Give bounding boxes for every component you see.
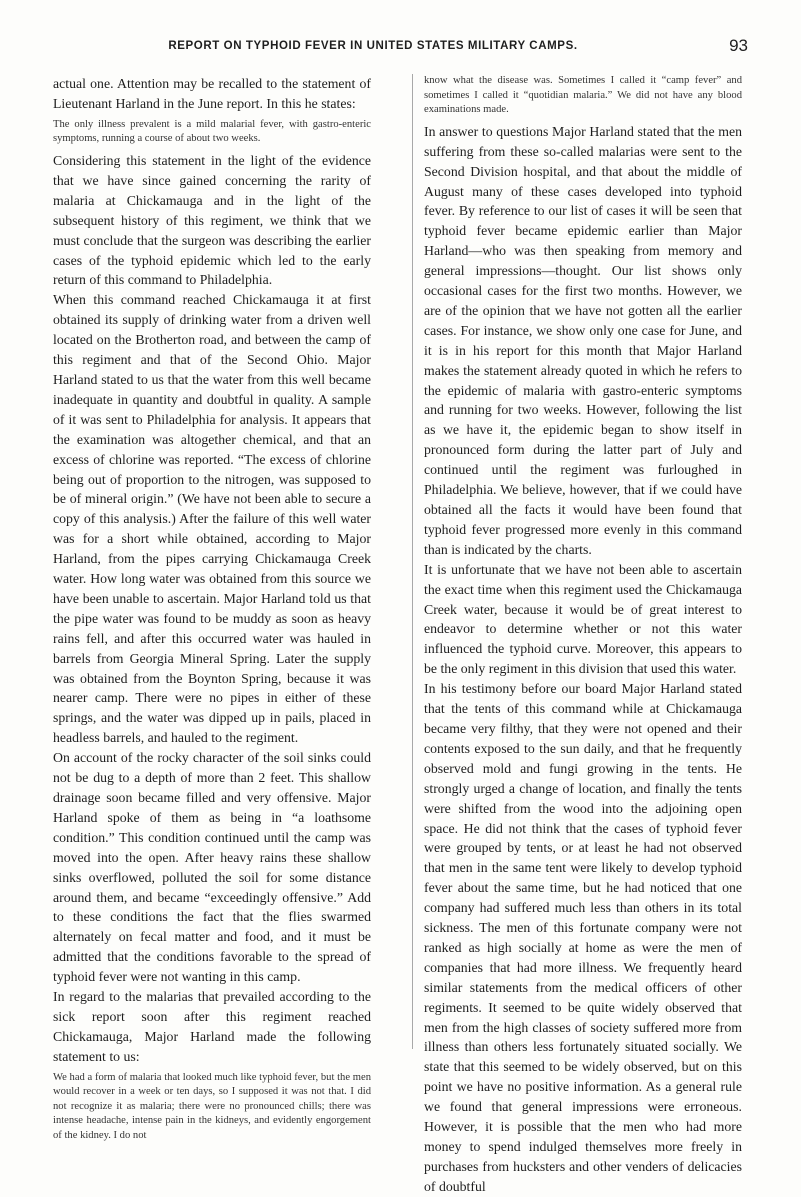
column-divider xyxy=(412,74,413,1049)
left-column xyxy=(53,74,371,1142)
paragraph: In answer to questions Major Harland stated that the men suffering from these so-called malarias were sent to the Second Division hospital, and that about the middle of August many of these cases developed into typhoid fever. By reference to our list of cases it will be seen that typhoid fever became epidemic earlier than Major Harland—who was then speaking from memory and general impressions—thought. Our list shows only occasional cases for the first two months. However, we are of the opinion that we have not gotten all the earlier cases. For instance, we show only one case for June, and it is in his report for this month that Major Harland makes the statement already quoted in which he refers to the epidemic of malaria with gastro-enteric symptoms and running for two weeks. However, following the list as we have it, the epidemic began to show itself in pronounced form during the latter part of July and continued until the regiment was furloughed in Philadelphia. We believe, however, that if we could have obtained all the facts it would have been found that typhoid fever progressed more evenly in this command than is indicated by the charts. xyxy=(424,123,742,557)
block-quote: know what the disease was. Sometimes I called it “camp fever” and sometimes I called it “quotidian malaria.” We did not have any blood examinations made. xyxy=(424,75,742,116)
paragraph: It is unfortunate that we have not been able to ascertain the exact time when this regiment used the Chickamauga Creek water, because it would be of great interest to endeavor to determine whether or not this water influenced the typhoid curve. Moreover, this appears to be the only regiment in this division that used this water. xyxy=(424,561,742,677)
right-column xyxy=(424,74,742,1194)
paragraph: In regard to the malarias that prevailed according to the sick report soon after this regiment reached Chickamauga, Major Harland made the following statement to us: xyxy=(53,989,371,1064)
paragraph: In his testimony before our board Major Harland stated that the tents of this command while at Chickamauga became very filthy, that they were not opened and their contents exposed to the sun daily, and that he frequently observed mold and fungi growing in the tents. He strongly urged a change of location, and finally the tents were shifted from the wood into the adjoining open space. He did not think that the cases of typhoid fever were grouped by tents, or at least he had not observed that men in the same tent were likely to develop typhoid fever about the same time, but he had noticed that one company had suffered much less than others in its total sickness. The men of this fortunate company were not ranked as high socially at home as were the men of companies that had more illness. We frequently heard similar statements from the medical officers of other regiments. It seemed to be quite widely observed that men from the high classes of society suffered more from illness than others less fortunately situated socially. We state that this seemed to be widely observed, but on this point we have no positive information. As a general rule we found that general impressions were erroneous. However, it is possible that the men who had more money to spend indulged themselves more freely in purchases from hucksters and other venders of delicacies of doubtful xyxy=(424,681,742,1194)
paragraph: On account of the rocky character of the soil sinks could not be dug to a depth of more than 2 feet. This shallow drainage soon became filled and very offensive. Major Harland spoke of them as being in “a loathsome condition.” This condition continued until the camp was moved into the open. After heavy rains these shallow sinks overflowed, polluted the soil for some distance around them, and became “exceedingly offensive.” Add to these conditions the fact that the flies swarmed alternately on fecal matter and food, and it must be admitted that the conditions favorable to the spread of typhoid fever were not wanting in this camp. xyxy=(53,750,371,985)
page-number: 93 xyxy=(729,36,748,55)
page-header xyxy=(88,36,748,60)
block-quote: We had a form of malaria that looked much like typhoid fever, but the men would recover in a week or ten days, so I supposed it was not that. I did not recognize it as malaria; there were no pronounced chills; there was intense headache, intense pain in the kidneys, and evidently engorgement of the kidney. I do not xyxy=(53,1071,371,1142)
running-head: REPORT ON TYPHOID FEVER IN UNITED STATES MILITARY CAMPS. xyxy=(168,40,578,52)
paragraph: actual one. Attention may be recalled to the statement of Lieutenant Harland in the June report. In this he states: xyxy=(53,76,371,111)
block-quote: The only illness prevalent is a mild malarial fever, with gastro-enteric symptoms, running a course of about two weeks. xyxy=(53,118,371,145)
paragraph: Considering this statement in the light of the evidence that we have since gained concerning the rarity of malaria at Chickamauga and in the light of the subsequent history of this regiment, we think that we must conclude that the surgeon was describing the earlier cases of the typhoid epidemic which led to the early return of this command to Philadelphia. xyxy=(53,153,371,288)
paragraph: When this command reached Chickamauga it at first obtained its supply of drinking water from a driven well located on the Brotherton road, and between the camp of this regiment and that of the Second Ohio. Major Harland stated to us that the water from this well became inadequate in quantity and doubtful in quality. A sample of it was sent to Philadelphia for analysis. It appears that the examination was altogether chemical, and that an excess of chlorine was reported. “The excess of chlorine being out of proportion to the nitrogen, was supposed to be of mineral origin.” (We have not been able to secure a copy of this analysis.) After the failure of this well water was for a short while obtained, according to Major Harland, from the pipes carrying Chickamauga Creek water. How long water was obtained from this source we have been unable to ascertain. Major Harland told us that the pipe water was found to be muddy as soon as heavy rains fell, and after this occurred water was hauled in barrels from Georgia Mineral Spring. Later the supply was obtained from the Boynton Spring, because it was nearer camp. There were no pipes in either of these springs, and the water was dipped up in pails, placed in headless barrels, and hauled to the regiment. xyxy=(53,292,371,746)
